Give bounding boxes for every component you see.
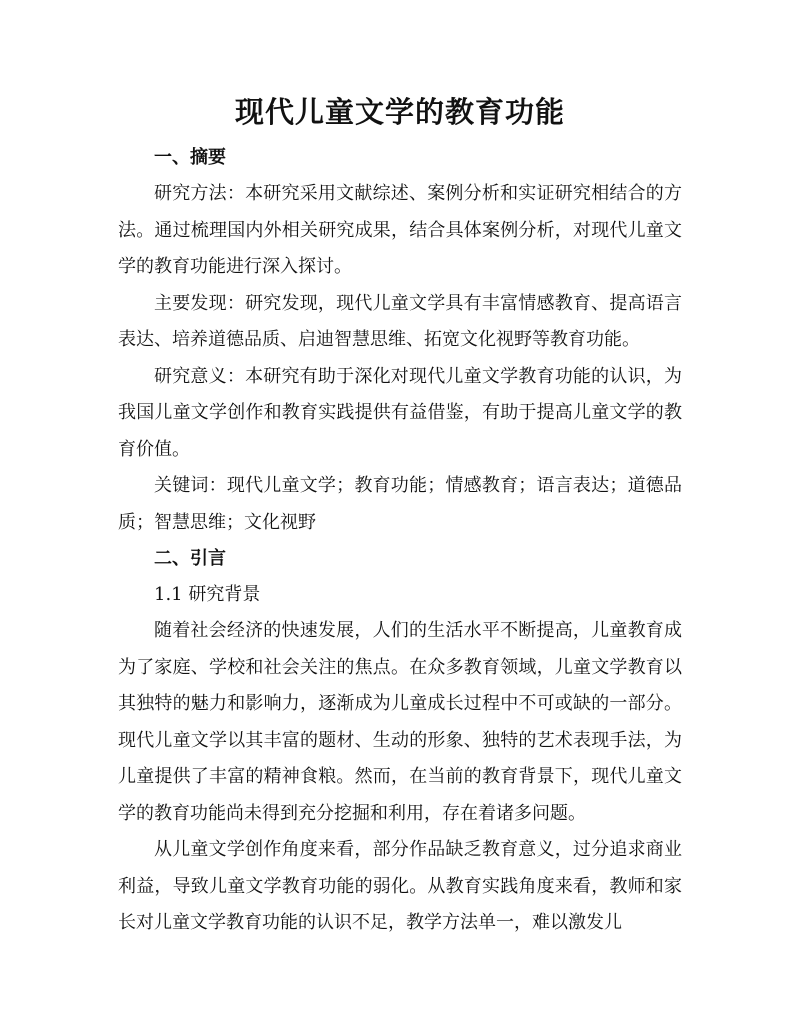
- section-heading-introduction: 二、引言: [154, 548, 226, 569]
- section-heading-abstract: 一、摘要: [154, 147, 226, 168]
- abstract-findings-paragraph: 主要发现：研究发现，现代儿童文学具有丰富情感教育、提高语言表达、培养道德品质、启迪智慧思维、拓宽文化视野等教育功能。: [118, 292, 682, 350]
- document-title: 现代儿童文学的教育功能: [234, 95, 565, 129]
- abstract-significance-paragraph: 研究意义：本研究有助于深化对现代儿童文学教育功能的认识，为我国儿童文学创作和教育实践提供有益借鉴，有助于提高儿童文学的教育价值。: [118, 365, 682, 460]
- abstract-method-paragraph: 研究方法：本研究采用文献综述、案例分析和实证研究相结合的方法。通过梳理国内外相关研究成果，结合具体案例分析，对现代儿童文学的教育功能进行深入探讨。: [118, 183, 682, 277]
- introduction-paragraph-1: 随着社会经济的快速发展，人们的生活水平不断提高，儿童教育成为了家庭、学校和社会关注的焦点。在众多教育领域，儿童文学教育以其独特的魅力和影响力，逐渐成为儿童成长过程中不可或缺的一部分。现代儿童文学以其丰富的题材、生动的形象、独特的艺术表现手法，为儿童提供了丰富的精神食粮。然而，在当前的教育背景下，现代儿童文学的教育功能尚未得到充分挖掘和利用，存在着诸多问题。: [118, 620, 682, 824]
- subsection-heading-background: 1.1 研究背景: [154, 584, 261, 605]
- abstract-keywords-paragraph: 关键词：现代儿童文学；教育功能；情感教育；语言表达；道德品质；智慧思维；文化视野: [118, 475, 682, 533]
- introduction-paragraph-2: 从儿童文学创作角度来看，部分作品缺乏教育意义，过分追求商业利益，导致儿童文学教育功能的弱化。从教育实践角度来看，教师和家长对儿童文学教育功能的认识不足，教学方法单一，难以激发儿: [118, 839, 682, 933]
